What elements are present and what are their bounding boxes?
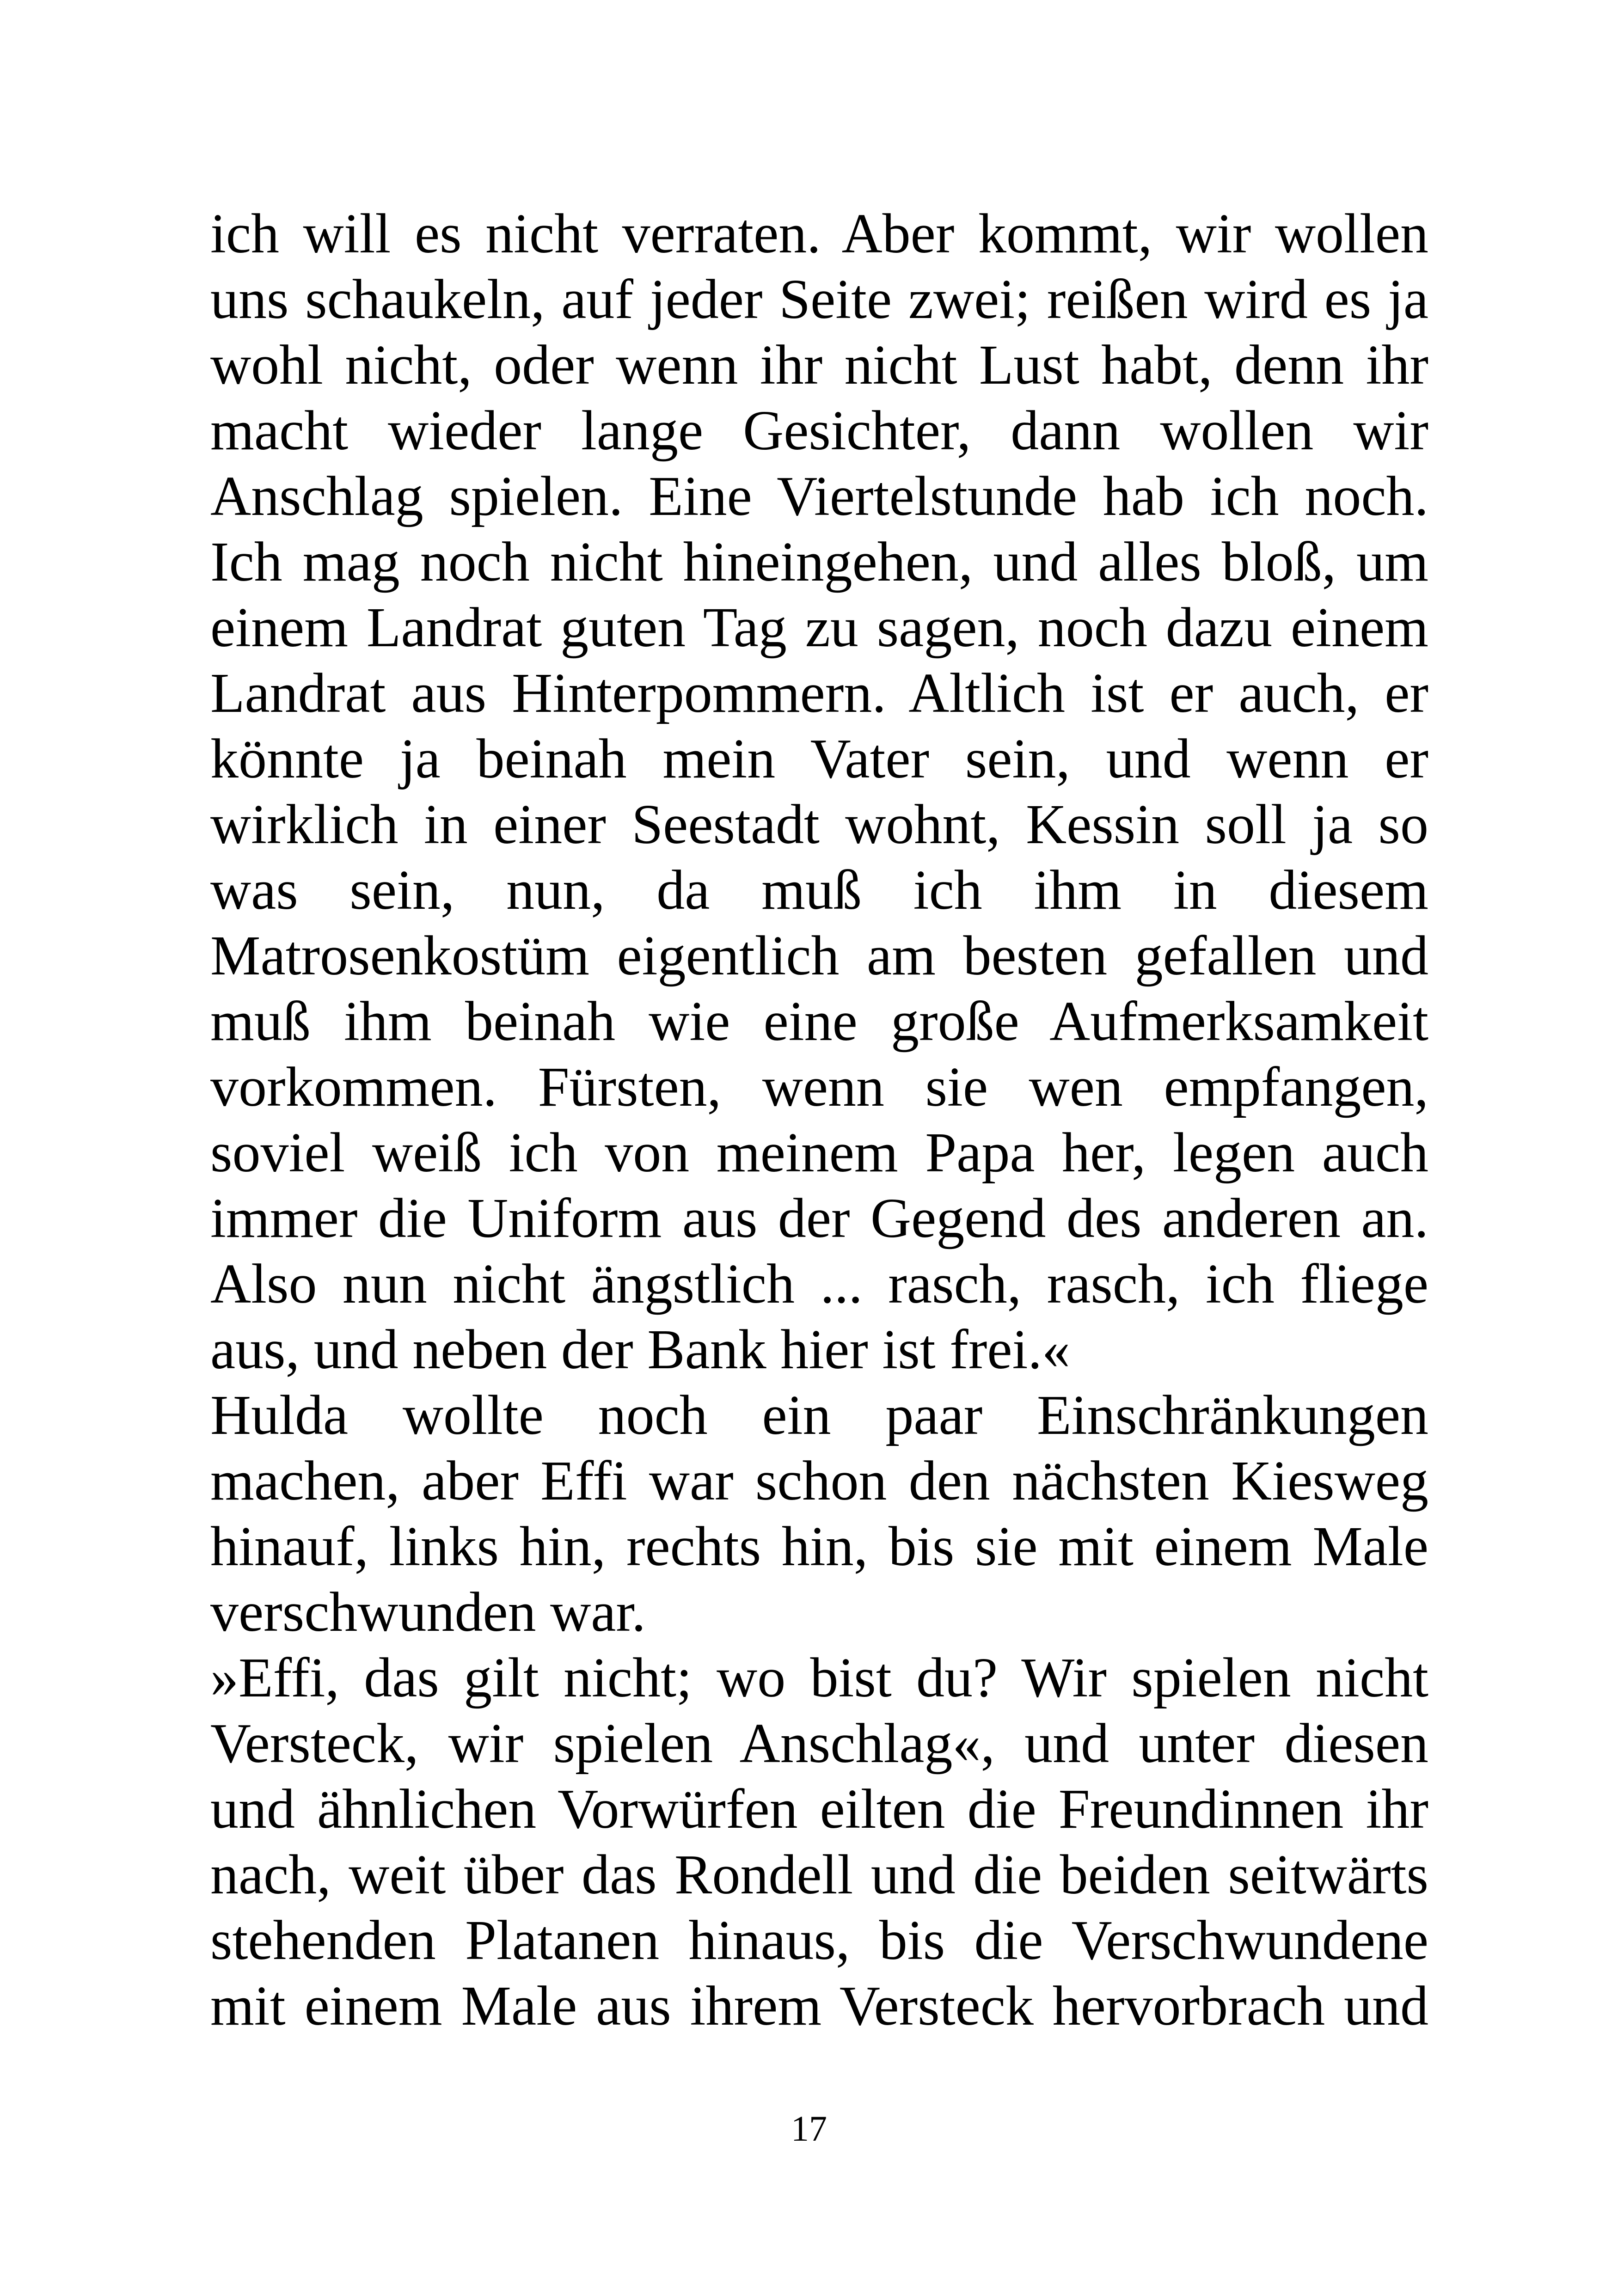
text-line: hinauf, links hin, rechts hin, bis sie mit einem Male <box>210 1515 1428 1578</box>
text-line: Ich mag noch nicht hineingehen, und alles bloß, um <box>210 531 1428 593</box>
text-line: vorkommen. Fürsten, wenn sie wen empfangen, <box>210 1056 1428 1118</box>
text-line: aus, und neben der Bank hier ist frei.« <box>210 1318 1070 1381</box>
text-line: immer die Uniform aus der Gegend des anderen an. <box>210 1187 1428 1249</box>
text-line: uns schaukeln, auf jeder Seite zwei; reißen wird es ja <box>210 268 1428 331</box>
text-line: Hulda wollte noch ein paar Einschränkungen <box>210 1384 1428 1446</box>
text-line: soviel weiß ich von meinem Papa her, legen auch <box>210 1121 1428 1184</box>
text-line: Also nun nicht ängstlich ... rasch, rasch, ich fliege <box>210 1253 1428 1315</box>
text-line: nach, weit über das Rondell und die beiden seitwärts <box>210 1843 1428 1906</box>
text-line: »Effi, das gilt nicht; wo bist du? Wir spielen nicht <box>210 1647 1428 1709</box>
text-line: Matrosenkostüm eigentlich am besten gefallen und <box>210 925 1428 987</box>
text-line: ich will es nicht verraten. Aber kommt, wir wollen <box>210 202 1428 265</box>
text-line: Anschlag spielen. Eine Viertelstunde hab ich noch. <box>210 465 1428 527</box>
text-line: mit einem Male aus ihrem Versteck hervorbrach und <box>210 1975 1428 2037</box>
text-line: muß ihm beinah wie eine große Aufmerksamkeit <box>210 990 1428 1053</box>
text-line: macht wieder lange Gesichter, dann wollen wir <box>210 399 1428 462</box>
body-text <box>210 201 1428 2039</box>
text-line: wirklich in einer Seestadt wohnt, Kessin soll ja so <box>210 793 1428 856</box>
text-line: verschwunden war. <box>210 1581 646 1643</box>
text-line: könnte ja beinah mein Vater sein, und wenn er <box>210 728 1428 790</box>
text-line: was sein, nun, da muß ich ihm in diesem <box>210 859 1428 921</box>
text-line: Landrat aus Hinterpommern. Altlich ist er auch, er <box>210 662 1428 724</box>
text-line: einem Landrat guten Tag zu sagen, noch dazu einem <box>210 596 1428 659</box>
text-line: wohl nicht, oder wenn ihr nicht Lust habt, denn ihr <box>210 334 1428 396</box>
page-number: 17 <box>791 2108 827 2149</box>
text-line: machen, aber Effi war schon den nächsten Kiesweg <box>210 1450 1428 1512</box>
text-line: und ähnlichen Vorwürfen eilten die Freundinnen ihr <box>210 1778 1428 1840</box>
text-line: Versteck, wir spielen Anschlag«, und unter diesen <box>210 1712 1428 1775</box>
text-line: stehenden Platanen hinaus, bis die Verschwundene <box>210 1909 1428 1971</box>
